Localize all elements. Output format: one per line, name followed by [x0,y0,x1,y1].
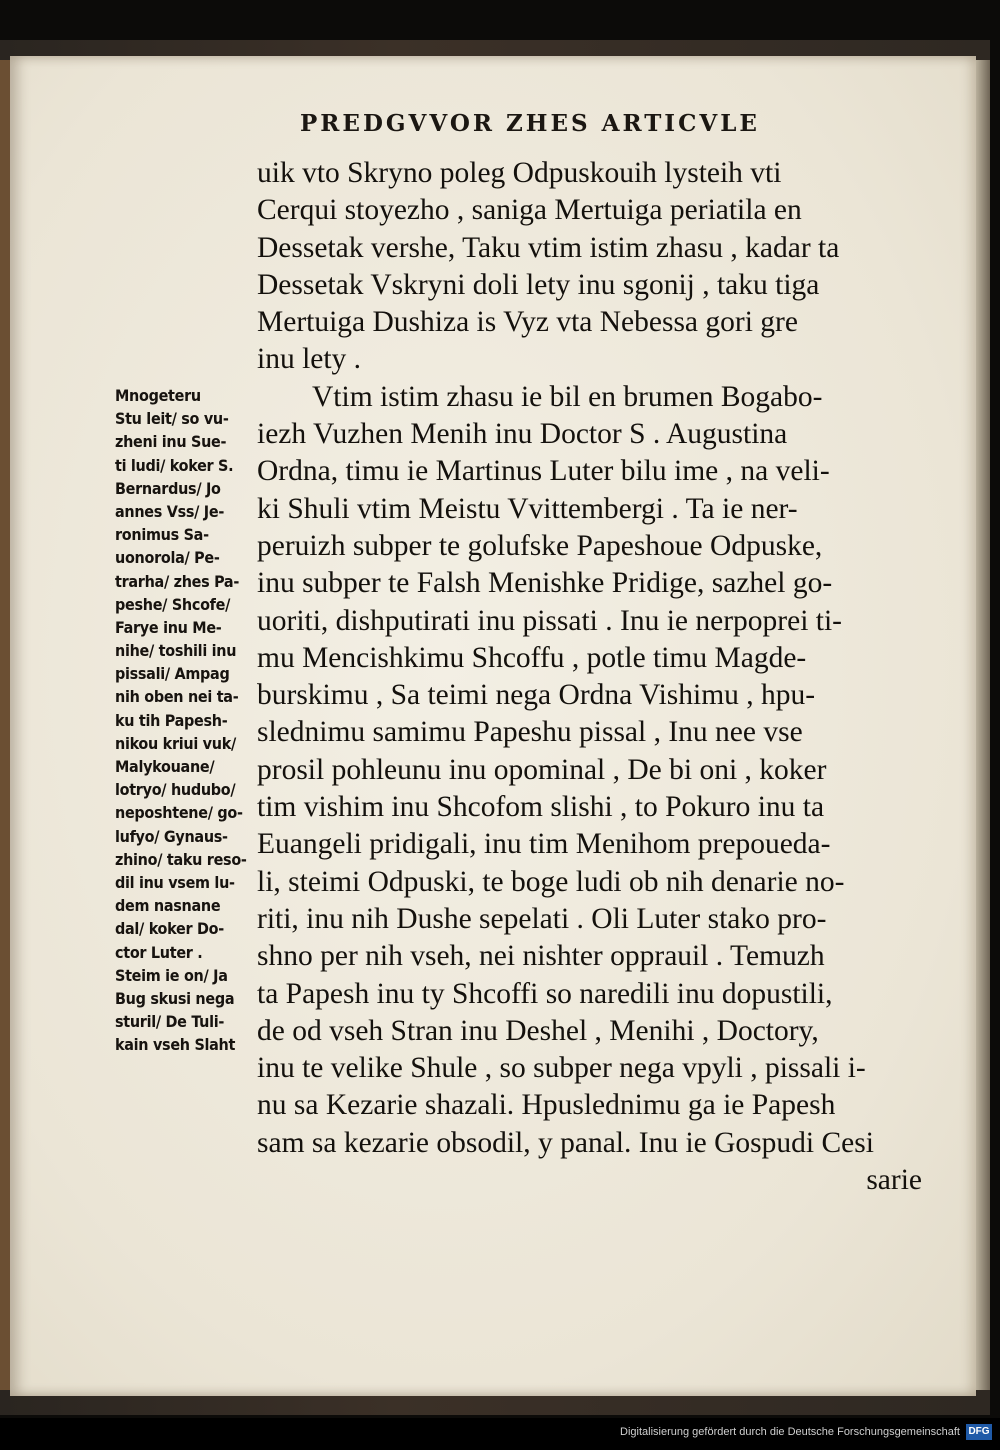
text-line: shno per nih vseh, nei nishter opprauil . Temuzh [257,940,825,973]
gloss-line: Mnogeteru [115,386,201,405]
main-text-column [257,155,922,1199]
gloss-line: peshe/ Shcofe/ [115,594,231,614]
dfg-credit-text: Digitalisierung gefördert durch die Deutsche Forschungsgemeinschaft [620,1426,960,1438]
gloss-line: uonorola/ Pe- [115,548,220,568]
gloss-line: ti ludi/ koker S. [115,455,234,475]
text-line: ki Shuli vtim Meistu Vvittembergi . Ta ie ner- [257,492,798,525]
gloss-line: trarha/ zhes Pa- [115,571,239,591]
running-title: PREDGVVOR ZHES ARTICVLE [300,110,760,137]
gloss-line: dal/ koker Do- [115,919,224,939]
gloss-line: Stu leit/ so vu- [115,409,229,429]
text-line: Dessetak vershe, Taku vtim istim zhasu , kadar ta [257,231,840,264]
text-line: inu lety . [257,343,362,376]
digitization-footer [0,1418,1000,1450]
text-line: iezh Vuzhen Menih inu Doctor S . Augustina [257,418,788,451]
text-line: burskimu , Sa teimi nega Ordna Vishimu , hpu- [257,679,816,712]
text-line: Euangeli pridigali, inu tim Menihom prepoueda- [257,828,831,861]
text-line: nu sa Kezarie shazali. Hpuslednimu ga ie Papesh [257,1089,836,1122]
gloss-line: annes Vss/ Je- [115,501,224,521]
catchword: sarie [866,1164,922,1197]
text-line: uoriti, dishputirati inu pissati . Inu ie nerpoprei ti- [257,604,842,637]
gloss-line: dil inu vsem lu- [115,872,235,892]
text-line: Ordna, timu ie Martinus Luter bilu ime , na veli- [257,455,830,488]
text-line: inu subper te Falsh Menishke Pridige, sazhel go- [257,567,833,600]
marginal-gloss [115,384,255,1056]
gloss-line: lufyo/ Gynaus- [115,826,228,846]
text-line: Mertuiga Dushiza is Vyz vta Nebessa gori gre [257,306,798,339]
text-line: de od vseh Stran inu Deshel , Menihi , Doctory, [257,1014,819,1047]
gloss-line: sturil/ De Tuli- [115,1012,225,1032]
text-line: Dessetak Vskryni doli lety inu sgonij , taku tiga [257,268,820,301]
text-line: Cerqui stoyezho , saniga Mertuiga periatila en [257,194,802,227]
text-line: inu te velike Shule , so subper nega vpyli , pissali i- [257,1052,866,1085]
page-fore-edge [976,60,990,1390]
gloss-line: Bernardus/ Jo [115,478,221,498]
gloss-line: nihe/ toshili inu [115,641,237,661]
gloss-line: zheni inu Sue- [115,432,227,452]
gloss-line: ctor Luter . [115,942,203,962]
gloss-line: Farye inu Me- [115,617,222,637]
text-line: uik vto Skryno poleg Odpuskouih lysteih vti [257,157,782,189]
gloss-line: Bug skusi nega [115,988,235,1008]
text-line: riti, inu nih Dushe sepelati . Oli Luter stako pro- [257,902,827,935]
text-line: slednimu samimu Papeshu pissal , Inu nee vse [257,716,803,749]
gloss-line: kain vseh Slaht [115,1035,236,1055]
dfg-logo-icon: DFG [966,1424,992,1440]
gloss-line: zhino/ taku reso- [115,849,247,869]
gloss-line: nikou kriui vuk/ [115,733,236,753]
gloss-line: ronimus Sa- [115,525,209,545]
text-line: mu Mencishkimu Shcoffu , potle timu Magde- [257,641,807,674]
gloss-line: Steim ie on/ Ja [115,965,228,985]
text-line: peruizh subper te golufske Papeshoue Odpuske, [257,529,823,562]
gloss-line: Malykouane/ [115,757,215,776]
gloss-line: dem nasnane [115,896,221,916]
gloss-line: neposhtene/ go- [115,803,243,823]
text-line: Vtim istim zhasu ie bil en brumen Bogabo- [312,380,823,413]
gloss-line: pissali/ Ampag [115,664,230,684]
gloss-line: nih oben nei ta- [115,687,239,707]
text-line: ta Papesh inu ty Shcoffi so naredili inu dopustili, [257,977,833,1010]
gloss-line: lotryo/ hudubo/ [115,780,236,800]
text-line: sam sa kezarie obsodil, y panal. Inu ie Gospudi Cesi [257,1126,874,1159]
text-line: tim vishim inu Shcofom slishi , to Pokuro inu ta [257,791,825,824]
gloss-line: ku tih Papesh- [115,710,228,730]
text-line: li, steimi Odpuski, te boge ludi ob nih denarie no- [257,865,845,898]
text-line: prosil pohleunu inu opominal , De bi oni , koker [257,753,827,786]
